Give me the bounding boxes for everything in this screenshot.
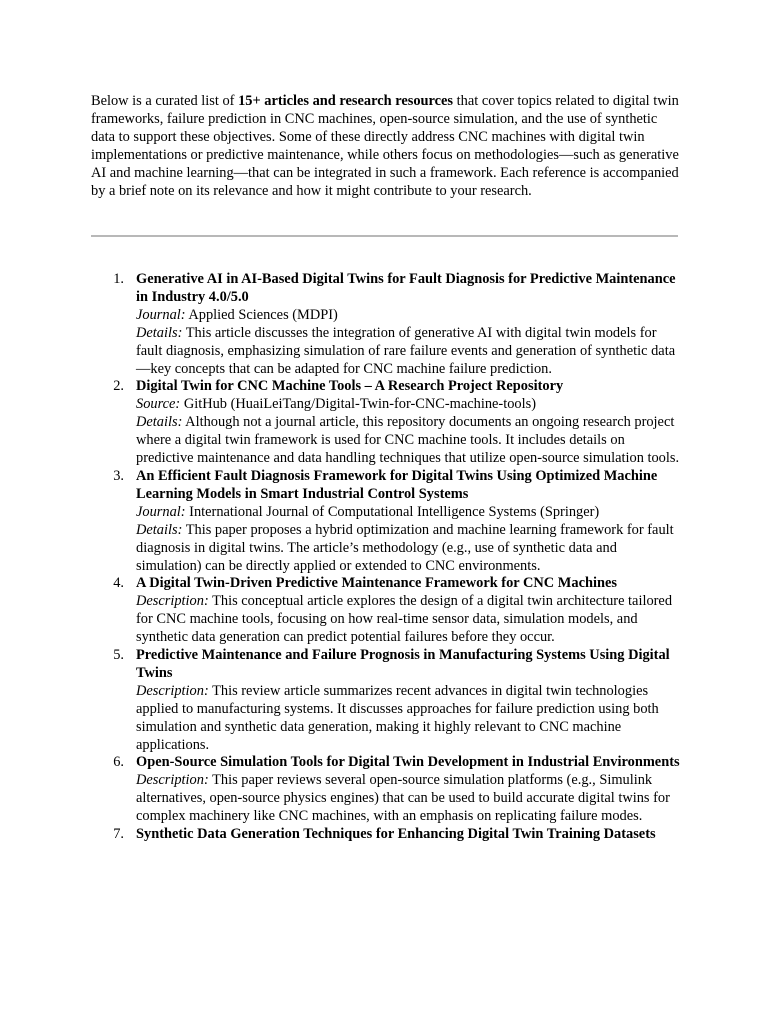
intro-text-after: that cover topics related to digital twin frameworks, failure prediction in CNC machines, open-source simulation, and the use of synthetic data to support these objectives. Some of these directly address CNC machines with digital twin implementations or predictive maintenance, while others focus on methodologies—such as generative AI and machine learning—that can be integrated in such a framework. Each reference is accompanied by a brief note on its relevance and how it might contribute to your research. [91,93,679,199]
reference-journal [136,504,683,522]
field-text: This paper reviews several open-source simulation platforms (e.g., Simulink alternatives, open-source physics engines) that can be used to build accurate digital twins for complex machinery like CNC machines, with an emphasis on replicating failure modes. [136,772,670,825]
reference-item [91,271,683,378]
field-text: This review article summarizes recent advances in digital twin technologies applied to manufacturing systems. It discusses approaches for failure prediction using both simulation and synthetic data generation, making it highly relevant to CNC machine applications. [136,682,659,753]
field-text: This article discusses the integration of generative AI with digital twin models for fault diagnosis, emphasizing simulation of rare failure events and generation of synthetic data—key concepts that can be adapted for CNC machine failure prediction. [136,324,676,377]
field-label: Journal: [136,503,186,520]
reference-title: An Efficient Fault Diagnosis Framework for Digital Twins Using Optimized Machine Learning Models in Smart Industrial Control Systems [136,467,658,502]
field-text: This conceptual article explores the design of a digital twin architecture tailored for CNC machine tools, focusing on how real-time sensor data, simulation models, and synthetic data generation can predict potential failures before they occur. [136,593,673,646]
reference-title: A Digital Twin-Driven Predictive Maintenance Framework for CNC Machines [136,575,617,592]
horizontal-divider [91,235,678,237]
reference-number: 3. [113,467,124,484]
reference-details [136,414,683,468]
reference-number: 2. [113,378,124,395]
field-text: GitHub (HuaiLeiTang/Digital-Twin-for-CNC-machine-tools) [180,396,536,413]
field-label: Source: [136,396,181,413]
field-label: Journal: [136,306,186,323]
reference-description [136,683,683,755]
reference-description [136,772,683,826]
reference-number: 5. [113,647,124,664]
reference-details [136,325,683,379]
reference-title: Generative AI in AI-Based Digital Twins for Fault Diagnosis for Predictive Maintenance in Industry 4.0/5.0 [136,271,676,305]
reference-title: Open-Source Simulation Tools for Digital Twin Development in Industrial Environments [136,754,680,771]
reference-number: 4. [113,575,124,592]
reference-item [91,647,683,754]
intro-bold-phrase: 15+ articles and research resources [238,93,454,109]
reference-item [91,468,683,575]
reference-title: Digital Twin for CNC Machine Tools – A Research Project Repository [136,378,564,395]
reference-number: 6. [113,754,124,771]
intro-text-before: Below is a curated list of [91,93,239,109]
reference-journal [136,307,683,325]
reference-item [91,378,683,468]
intro-paragraph [91,93,683,200]
reference-source [136,396,683,414]
field-label: Description: [136,772,209,789]
field-label: Details: [136,521,183,538]
reference-item [91,826,683,844]
field-text: Although not a journal article, this repository documents an ongoing research project where a digital twin framework is used for CNC machine tools. It includes details on predictive maintenance and data handling techniques that utilize open-source simulation tools. [136,414,680,467]
reference-title: Predictive Maintenance and Failure Prognosis in Manufacturing Systems Using Digital Twins [136,647,670,681]
field-label: Description: [136,593,209,610]
field-text: Applied Sciences (MDPI) [185,306,338,323]
reference-number: 1. [113,271,124,287]
field-label: Description: [136,682,209,699]
field-label: Details: [136,414,183,431]
field-text: This paper proposes a hybrid optimization and machine learning framework for fault diagnosis in digital twins. The article’s methodology (e.g., use of synthetic data and simulation) can be directly applied or extended to CNC environments. [136,521,674,574]
reference-list [91,271,683,844]
reference-item [91,575,683,647]
reference-details [136,522,683,576]
field-text: International Journal of Computational Intelligence Systems (Springer) [185,503,600,520]
field-label: Details: [136,324,183,341]
reference-item [91,754,683,826]
reference-description [136,593,683,647]
reference-title: Synthetic Data Generation Techniques for Enhancing Digital Twin Training Datasets [136,826,656,843]
reference-number: 7. [113,826,124,843]
